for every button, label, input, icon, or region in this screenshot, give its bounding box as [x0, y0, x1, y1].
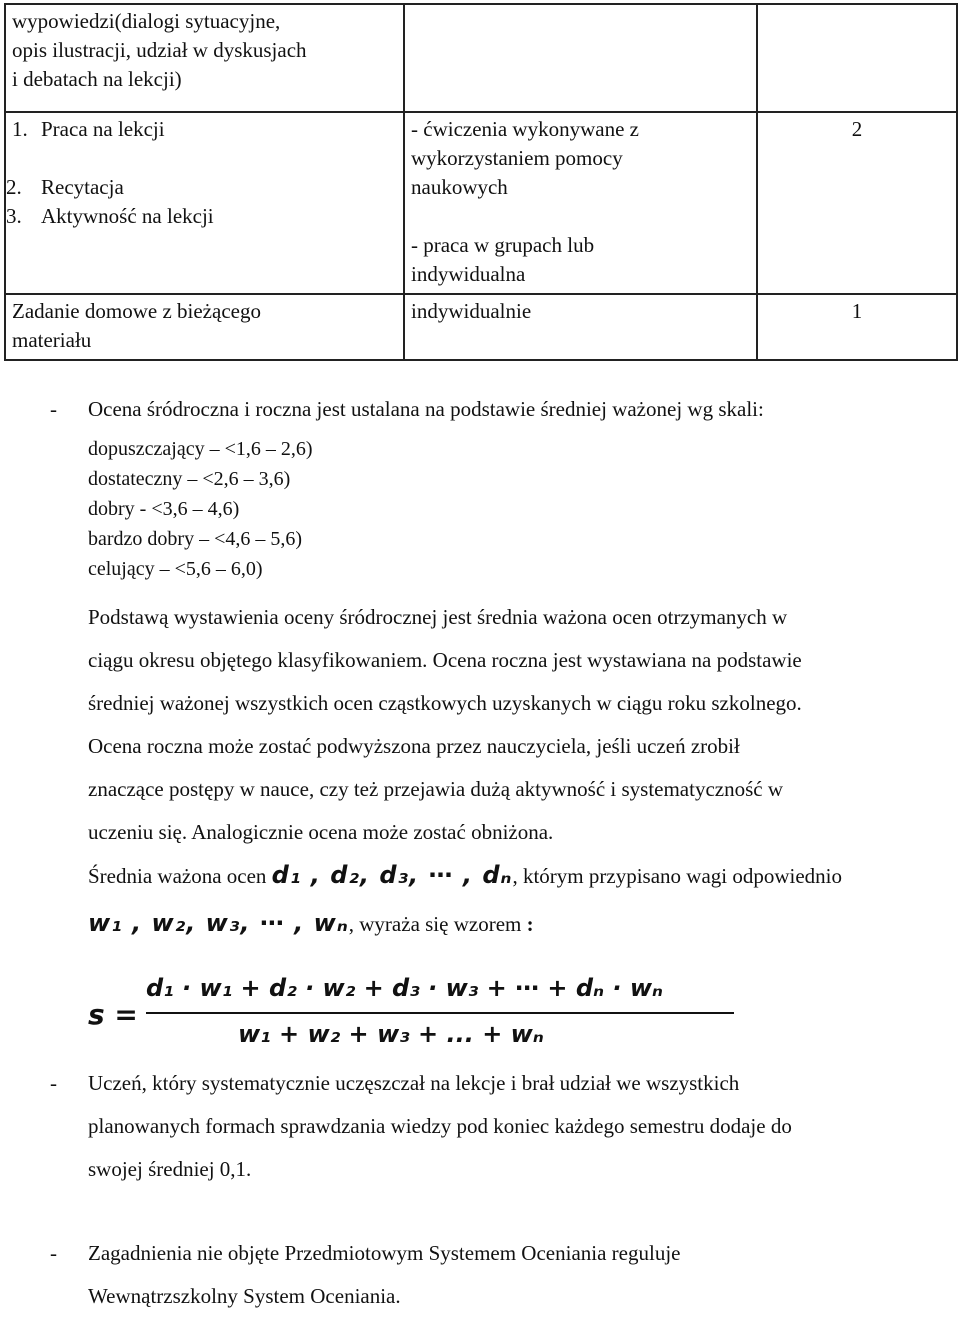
paragraph-line: uczeniu się. Analogicznie ocena może zostać obniżona. [88, 820, 554, 844]
paragraph-line: ciągu okresu objętego klasyfikowaniem. Ocena roczna jest wystawiana na podstawie [88, 648, 802, 672]
bullet-grading-scale [50, 394, 930, 424]
form-cell [5, 294, 404, 360]
formula-numerator: d₁ · w₁ + d₂ · w₂ + d₃ · w₃ + ⋯ + dₙ · wₙ [146, 974, 663, 1002]
scale-item: dobry - <3,6 – 4,6) [88, 498, 240, 520]
bullet-other-rules [50, 1232, 950, 1318]
form-line: Zadanie domowe z bieżącego [12, 299, 261, 323]
bullet-dash: - [50, 1241, 57, 1265]
colon: : [526, 912, 534, 936]
form-line: i debatach na lekcji) [12, 67, 182, 91]
weight-cell: 1 [757, 294, 957, 360]
paragraph-line: znaczące postępy w nauce, czy też przejawia dużą aktywność i systematyczność w [88, 777, 784, 801]
weights-sequence: w₁ , w₂, w₃, ⋯ , wₙ [88, 909, 349, 937]
form-cell [5, 112, 404, 294]
bullet-line: Wewnątrzszkolny System Oceniania. [88, 1284, 401, 1308]
formula-denominator: w₁ + w₂ + w₃ + ... + wₙ [238, 1020, 544, 1048]
item-label: Aktywność na lekcji [41, 204, 214, 228]
text: Średnia ważona ocen [88, 864, 272, 888]
form-cell [5, 4, 404, 112]
fraction-bar [146, 1012, 734, 1014]
text: , którym przypisano wagi odpowiednio [512, 864, 842, 888]
list-item [12, 115, 397, 144]
formula-lhs: s = [88, 998, 138, 1031]
item-label: Praca na lekcji [41, 117, 165, 141]
weight-cell [757, 4, 957, 112]
text: , wyraża się wzorem [348, 912, 527, 936]
table-row [5, 112, 957, 294]
method-line: - praca w grupach lub [411, 233, 595, 257]
method-cell: indywidualnie [404, 294, 757, 360]
grade-scale-list [88, 434, 313, 584]
bullet-text: Ocena śródroczna i roczna jest ustalana na podstawie średniej ważonej wg skali: [88, 397, 764, 421]
bullet-line: planowanych formach sprawdzania wiedzy pod koniec każdego semestru dodaje do [88, 1114, 792, 1138]
item-number: 1. [12, 117, 28, 141]
item-number: 3. [6, 204, 22, 228]
grades-sequence: d₁ , d₂, d₃, ⋯ , dₙ [271, 861, 513, 889]
scale-item: dostateczny – <2,6 – 3,6) [88, 468, 291, 490]
paragraph-line: Ocena roczna może zostać podwyższona przez nauczyciela, jeśli uczeń zrobił [88, 734, 740, 758]
scale-item: dopuszczający – <1,6 – 2,6) [88, 438, 313, 460]
weighted-mean-line-2 [88, 908, 534, 939]
weight-cell: 2 [757, 112, 957, 294]
bullet-line: Zagadnienia nie objęte Przedmiotowym Systemem Oceniania reguluje [88, 1241, 681, 1265]
weighted-mean-line-1 [88, 860, 842, 891]
method-cell [404, 4, 757, 112]
paragraph-line: średniej ważonej wszystkich ocen cząstkowych uzyskanych w ciągu roku szkolnego. [88, 691, 802, 715]
method-cell [404, 112, 757, 294]
list-item [6, 202, 397, 231]
weighted-mean-formula [88, 970, 688, 1060]
scale-item: celujący – <5,6 – 6,0) [88, 558, 263, 580]
bullet-line: Uczeń, który systematycznie uczęszczał na lekcje i brał udział we wszystkich [88, 1071, 740, 1095]
bullet-line: swojej średniej 0,1. [88, 1157, 252, 1181]
method-line: naukowych [411, 175, 508, 199]
form-line: materiału [12, 328, 92, 352]
method-line: wykorzystaniem pomocy [411, 146, 623, 170]
item-label: Recytacja [41, 175, 124, 199]
bullet-dash: - [50, 1071, 57, 1095]
grading-table [4, 3, 958, 361]
paragraph-line: Podstawą wystawienia oceny śródrocznej jest średnia ważona ocen otrzymanych w [88, 605, 788, 629]
list-item [6, 173, 397, 202]
form-line: opis ilustracji, udział w dyskusjach [12, 38, 307, 62]
form-line: wypowiedzi(dialogi sytuacyjne, [12, 9, 281, 33]
method-line: indywidualna [411, 262, 526, 286]
method-line: - ćwiczenia wykonywane z [411, 117, 639, 141]
table-row [5, 4, 957, 112]
bullet-bonus [50, 1062, 950, 1191]
item-number: 2. [6, 175, 22, 199]
grading-paragraph [88, 596, 940, 854]
scale-item: bardzo dobry – <4,6 – 5,6) [88, 528, 303, 550]
table-row [5, 294, 957, 360]
bullet-dash: - [50, 397, 57, 421]
